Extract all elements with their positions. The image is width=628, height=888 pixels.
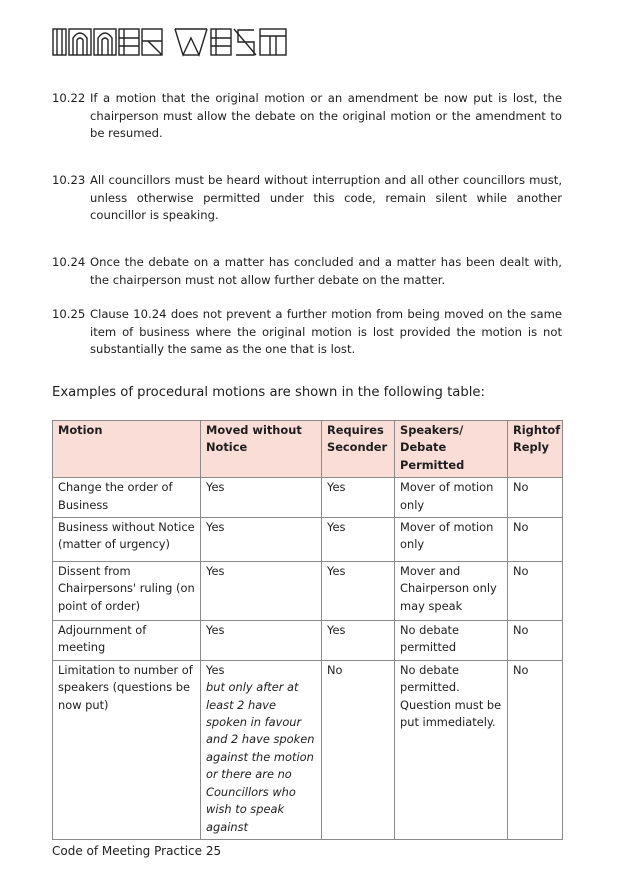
cell-reply: No bbox=[508, 518, 563, 562]
clause-number: 10.23 bbox=[52, 173, 86, 187]
clause-text: Once the debate on a matter has concluded and a matter has been dealt with, the chairperson must not allow further debate on the matter. bbox=[90, 255, 562, 287]
clause-10-24 bbox=[52, 254, 562, 289]
cell-speakers: No debate permitted bbox=[395, 621, 508, 661]
clause-number: 10.22 bbox=[52, 91, 86, 105]
cell-motion: Dissent from Chairpersons' ruling (on point of order) bbox=[53, 562, 201, 621]
moved-condition: but only after at least 2 have spoken in favour and 2 have spoken against the motion or there are no Councillors who wish to speak against bbox=[206, 680, 315, 834]
cell-reply: No bbox=[508, 478, 563, 518]
moved-value: Yes bbox=[206, 662, 225, 677]
clause-number: 10.25 bbox=[52, 307, 86, 321]
table-row bbox=[53, 562, 563, 621]
moved-value: Yes bbox=[206, 623, 225, 638]
header-requires-seconder: Requires Seconder bbox=[322, 421, 395, 478]
cell-moved bbox=[201, 518, 322, 562]
page-footer: Code of Meeting Practice 25 bbox=[52, 844, 222, 858]
cell-seconder: No bbox=[322, 660, 395, 839]
procedural-motions-table bbox=[52, 420, 563, 840]
moved-value: Yes bbox=[206, 480, 225, 495]
header-right-of-reply: Rightof Reply bbox=[508, 421, 563, 478]
header-speakers-debate: Speakers/ Debate Permitted bbox=[395, 421, 508, 478]
cell-moved bbox=[201, 478, 322, 518]
clause-10-23 bbox=[52, 172, 562, 225]
clause-number: 10.24 bbox=[52, 255, 86, 269]
cell-reply: No bbox=[508, 621, 563, 661]
moved-value: Yes bbox=[206, 520, 225, 535]
cell-speakers: Mover of motion only bbox=[395, 518, 508, 562]
cell-motion: Change the order of Business bbox=[53, 478, 201, 518]
cell-motion: Limitation to number of speakers (questions be now put) bbox=[53, 660, 201, 839]
cell-moved bbox=[201, 562, 322, 621]
clause-text: Clause 10.24 does not prevent a further motion from being moved on the same item of business where the original motion is lost provided the motion is not substantially the same as the one that is lost. bbox=[90, 307, 562, 356]
moved-value: Yes bbox=[206, 564, 225, 579]
cell-seconder: Yes bbox=[322, 478, 395, 518]
cell-speakers: No debate permitted. Question must be put immediately. bbox=[395, 660, 508, 839]
table-row bbox=[53, 478, 563, 518]
cell-moved bbox=[201, 621, 322, 661]
table-row bbox=[53, 660, 563, 839]
header-moved-without-notice: Moved without Notice bbox=[201, 421, 322, 478]
table-intro: Examples of procedural motions are shown in the following table: bbox=[52, 385, 485, 400]
clause-10-22 bbox=[52, 90, 562, 143]
clause-text: If a motion that the original motion or an amendment be now put is lost, the chairperson must allow the debate on the original motion or the amendment to be resumed. bbox=[90, 91, 562, 140]
cell-reply: No bbox=[508, 562, 563, 621]
cell-seconder: Yes bbox=[322, 518, 395, 562]
header-motion: Motion bbox=[53, 421, 201, 478]
cell-motion: Business without Notice (matter of urgency) bbox=[53, 518, 201, 562]
clause-10-25 bbox=[52, 306, 562, 359]
table-row bbox=[53, 518, 563, 562]
inner-west-logo bbox=[52, 26, 288, 58]
table-header-row bbox=[53, 421, 563, 478]
cell-motion: Adjournment of meeting bbox=[53, 621, 201, 661]
cell-speakers: Mover of motion only bbox=[395, 478, 508, 518]
cell-seconder: Yes bbox=[322, 562, 395, 621]
table-row bbox=[53, 621, 563, 661]
cell-seconder: Yes bbox=[322, 621, 395, 661]
cell-speakers: Mover and Chairperson only may speak bbox=[395, 562, 508, 621]
clause-text: All councillors must be heard without interruption and all other councillors must, unless otherwise permitted under this code, remain silent while another councillor is speaking. bbox=[90, 173, 562, 222]
cell-reply: No bbox=[508, 660, 563, 839]
cell-moved bbox=[201, 660, 322, 839]
